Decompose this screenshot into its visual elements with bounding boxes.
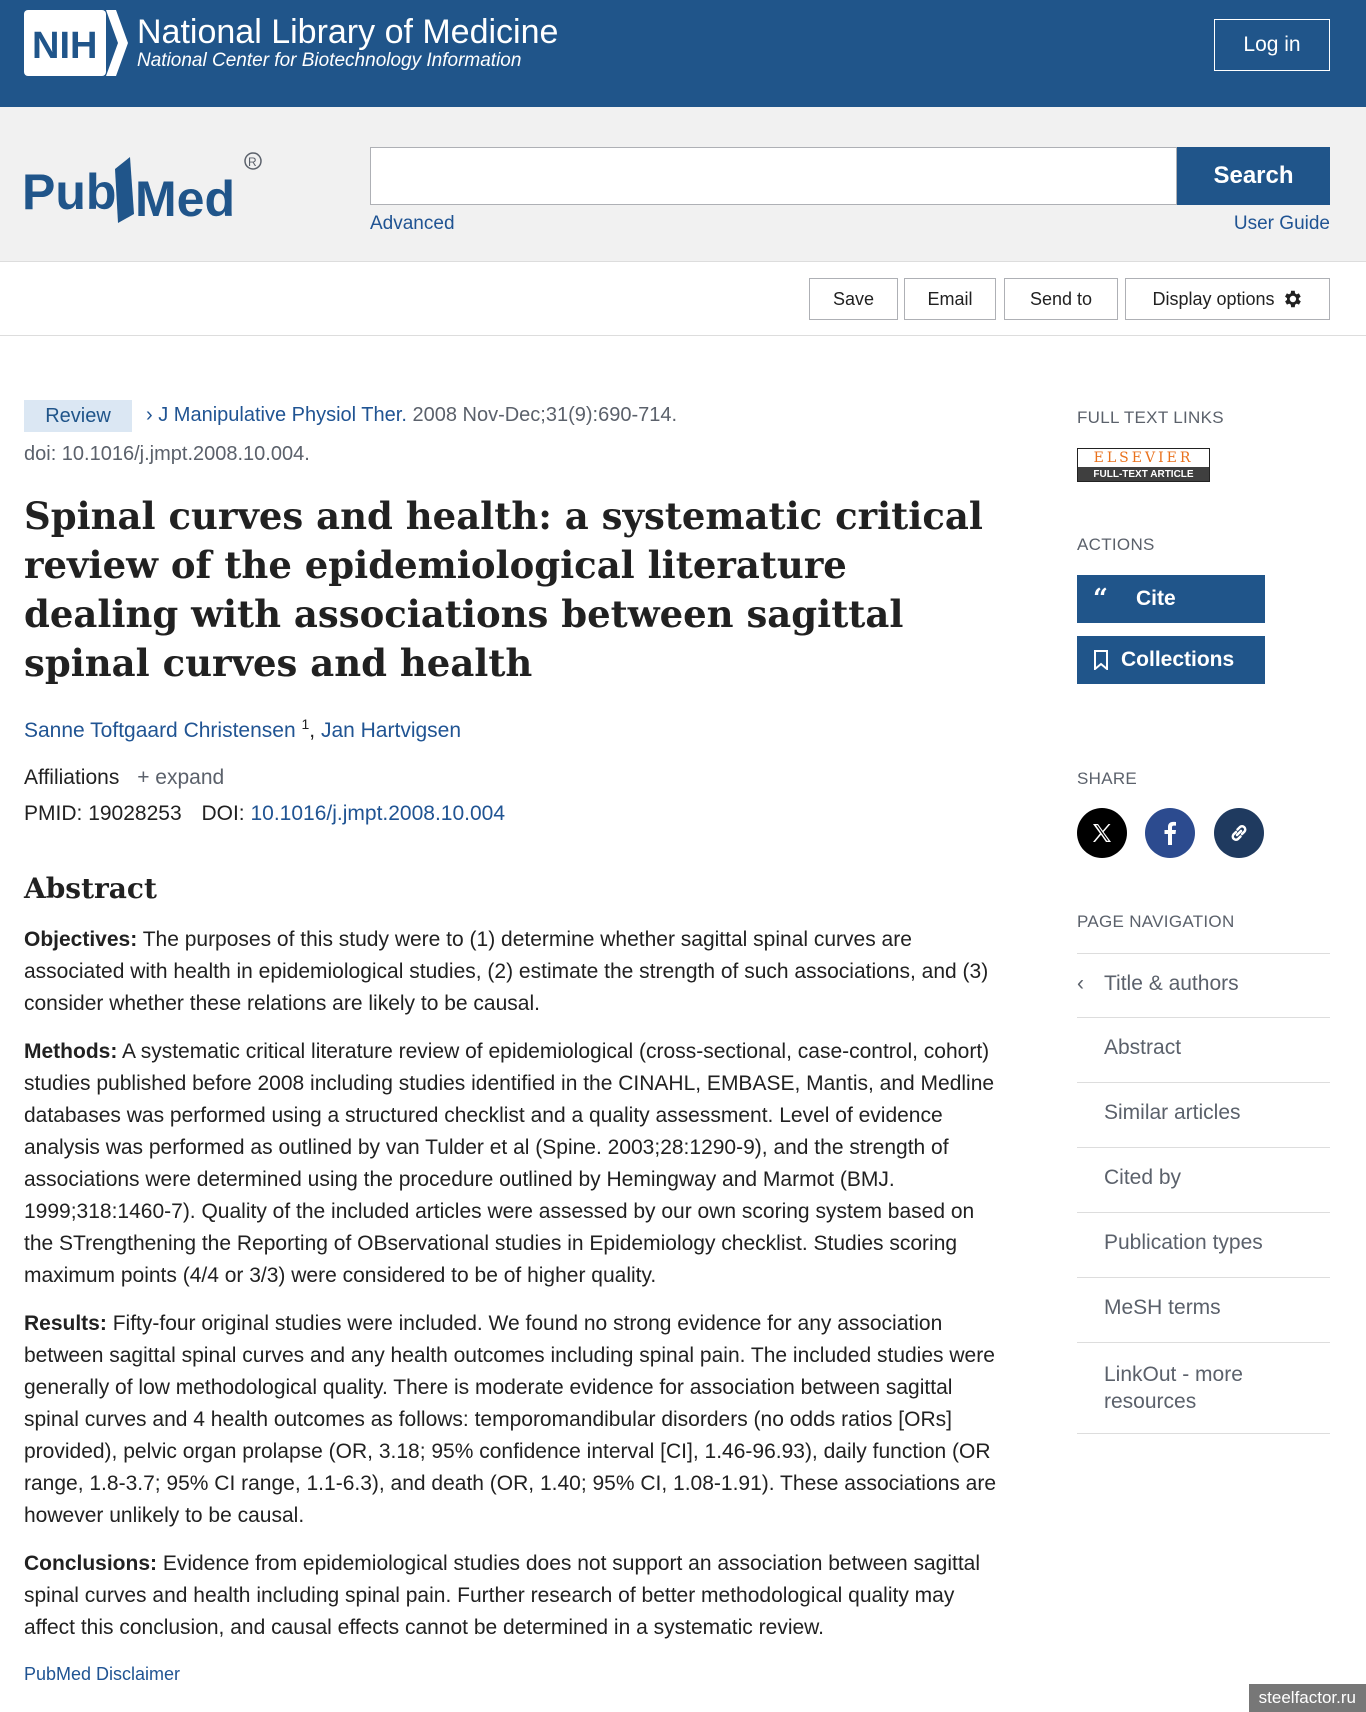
article-type-badge: Review [24, 400, 132, 432]
link-icon [1227, 821, 1251, 845]
nav-item-abstract[interactable] [1077, 1018, 1330, 1083]
nih-title: National Library of Medicine [137, 13, 559, 51]
identifiers-row [24, 802, 505, 826]
nav-item-mesh-terms[interactable] [1077, 1278, 1330, 1343]
nav-item-similar-articles[interactable] [1077, 1083, 1330, 1148]
nav-item-label: Abstract [1104, 1036, 1182, 1059]
collections-label: Collections [1121, 648, 1235, 671]
elsevier-full-text-link[interactable] [1077, 448, 1210, 482]
gear-icon [1281, 288, 1303, 310]
share-facebook-button[interactable] [1145, 808, 1195, 858]
abstract-section-methods [24, 1036, 999, 1292]
chevron-left-icon: ‹ [1077, 972, 1084, 995]
abstract-section-objectives [24, 924, 999, 1020]
watermark: steelfactor.ru [1249, 1684, 1366, 1712]
copy-link-button[interactable] [1214, 808, 1264, 858]
actions-heading: ACTIONS [1077, 535, 1155, 554]
share-heading: SHARE [1077, 769, 1138, 788]
send-to-button[interactable]: Send to [1004, 278, 1118, 320]
abstract-section-text: Fifty-four original studies were included. We found no strong evidence for any association between sagittal spinal curves and any health outcomes including spinal pain. The included studies were generally of low methodological quality. There is moderate evidence for association between sagittal spinal curves and 4 health outcomes as follows: temporomandibular disorders (no odds ratios [ORs] provided), pelvic organ prolapse (OR, 3.18; 95% confidence interval [CI], 1.46-96.93), daily function (OR range, 1.8-3.7; 95% CI range, 1.1-6.3), and death (OR, 1.40; 95% CI, 1.08-1.91). These associations are however unlikely to be causal. [24, 1312, 997, 1527]
email-button[interactable]: Email [904, 278, 996, 320]
article-toolbar [0, 262, 1366, 336]
pmid-value: 19028253 [88, 802, 182, 825]
nav-item-title-authors[interactable] [1077, 953, 1330, 1018]
nih-subtitle: National Center for Biotechnology Information [137, 50, 522, 71]
abstract-body [24, 924, 999, 1660]
nav-item-publication-types[interactable] [1077, 1213, 1330, 1278]
nav-item-label: Similar articles [1104, 1101, 1241, 1124]
nav-item-linkout[interactable] [1077, 1343, 1330, 1434]
abstract-section-label: Methods: [24, 1040, 118, 1063]
search-button[interactable]: Search [1177, 147, 1330, 205]
affiliations-row [24, 766, 224, 790]
affiliations-label: Affiliations [24, 766, 120, 789]
cite-button[interactable] [1077, 575, 1265, 623]
abstract-section-label: Conclusions: [24, 1552, 158, 1575]
affiliation-sup[interactable]: 1 [301, 716, 310, 732]
author-link[interactable]: Sanne Toftgaard Christensen [24, 719, 296, 742]
citation-detail: 2008 Nov-Dec;31(9):690-714. [412, 404, 678, 426]
svg-text:Pub: Pub [22, 164, 117, 220]
doi-label: DOI: [201, 802, 245, 825]
user-guide-link[interactable]: User Guide [1233, 213, 1330, 234]
abstract-section-text: A systematic critical literature review of epidemiological (cross-sectional, case-control, cohort) studies published before 2008 including studies identified in the CINAHL, EMBASE, Mantis, and Medline databases was performed using a structured checklist and a quality assessment. Level of evidence analysis was performed as outlined by van Tulder et al (Spine. 2003;28:1290-9), and the strength of associations were determined using the procedure outlined by Hemingway and Marmot (BMJ. 1999;318:1460-7). Quality of the included articles were assessed by our own scoring system based on the STrengthening the Reporting of OBservational studies in Epidemiology checklist. Studies scoring maximum points (4/4 or 3/3) were considered to be of higher quality. [24, 1040, 995, 1287]
cite-label: Cite [1135, 587, 1176, 610]
abstract-section-text: Evidence from epidemiological studies does not support an association between sagittal spinal curves and health including spinal pain. Further research of better methodological quality may affect this conclusion, and causal effects cannot be determined in a systematic review. [24, 1552, 981, 1639]
x-logo-icon [1090, 821, 1114, 845]
login-button[interactable]: Log in [1214, 19, 1330, 71]
abstract-section-label: Objectives: [24, 928, 138, 951]
nav-item-label: Cited by [1104, 1166, 1182, 1189]
pubmed-logo[interactable] [22, 139, 272, 229]
nih-abbr: NIH [32, 25, 98, 67]
abstract-heading: Abstract [24, 872, 157, 905]
save-button[interactable]: Save [809, 278, 898, 320]
abstract-section-text: The purposes of this study were to (1) determine whether sagittal spinal curves are associated with health in epidemiological studies, (2) estimate the strength of such associations, and (3) consider whether these relations are likely to be causal. [24, 928, 989, 1015]
collections-button[interactable] [1077, 636, 1265, 684]
pubmed-disclaimer-link[interactable]: PubMed Disclaimer [24, 1664, 181, 1684]
nih-header [0, 0, 1366, 107]
nav-item-label: MeSH terms [1104, 1296, 1221, 1319]
abstract-section-conclusions [24, 1548, 999, 1644]
article-title: Spinal curves and health: a systematic critical review of the epidemiological literature dealing with associations between sagittal spinal curves and health [24, 494, 983, 685]
search-input[interactable] [370, 147, 1177, 205]
nav-item-label: Title & authors [1104, 972, 1239, 995]
svg-text:R: R [248, 155, 257, 169]
display-options-button[interactable] [1125, 278, 1330, 320]
share-x-button[interactable] [1077, 808, 1127, 858]
display-options-label: Display options [1152, 288, 1275, 309]
citation-line [146, 404, 677, 427]
pmid-label: PMID: [24, 802, 83, 825]
author-link[interactable]: Jan Hartvigsen [320, 719, 462, 742]
search-area [0, 107, 1366, 262]
abstract-section-label: Results: [24, 1312, 107, 1335]
abstract-section-results [24, 1308, 999, 1532]
nav-item-cited-by[interactable] [1077, 1148, 1330, 1213]
author-list: Sanne Toftgaard Christensen $^1$, Jan Hartvigsen [24, 716, 462, 742]
bookmark-icon [1093, 650, 1109, 670]
doi-line: doi: 10.1016/j.jmpt.2008.10.004. [24, 443, 310, 465]
nav-item-label: LinkOut - more resources [1104, 1363, 1243, 1413]
nih-logo[interactable] [24, 10, 128, 76]
doi-link[interactable]: 10.1016/j.jmpt.2008.10.004 [250, 802, 506, 825]
elsevier-logo-text: ELSEVIER [1078, 449, 1209, 467]
page-navigation-heading: PAGE NAVIGATION [1077, 912, 1235, 931]
chevron-right-icon: › [146, 404, 153, 426]
advanced-search-link[interactable]: Advanced [370, 213, 455, 234]
full-text-links-heading: FULL TEXT LINKS [1077, 408, 1224, 427]
quote-icon: “ [1093, 584, 1108, 614]
nav-item-label: Publication types [1104, 1231, 1263, 1254]
expand-affiliations-button[interactable]: + expand [137, 766, 225, 789]
facebook-icon [1163, 821, 1177, 845]
elsevier-full-text-label: FULL-TEXT ARTICLE [1093, 469, 1194, 480]
svg-text:Med: Med [135, 171, 235, 227]
journal-link[interactable]: J Manipulative Physiol Ther. [158, 404, 407, 426]
